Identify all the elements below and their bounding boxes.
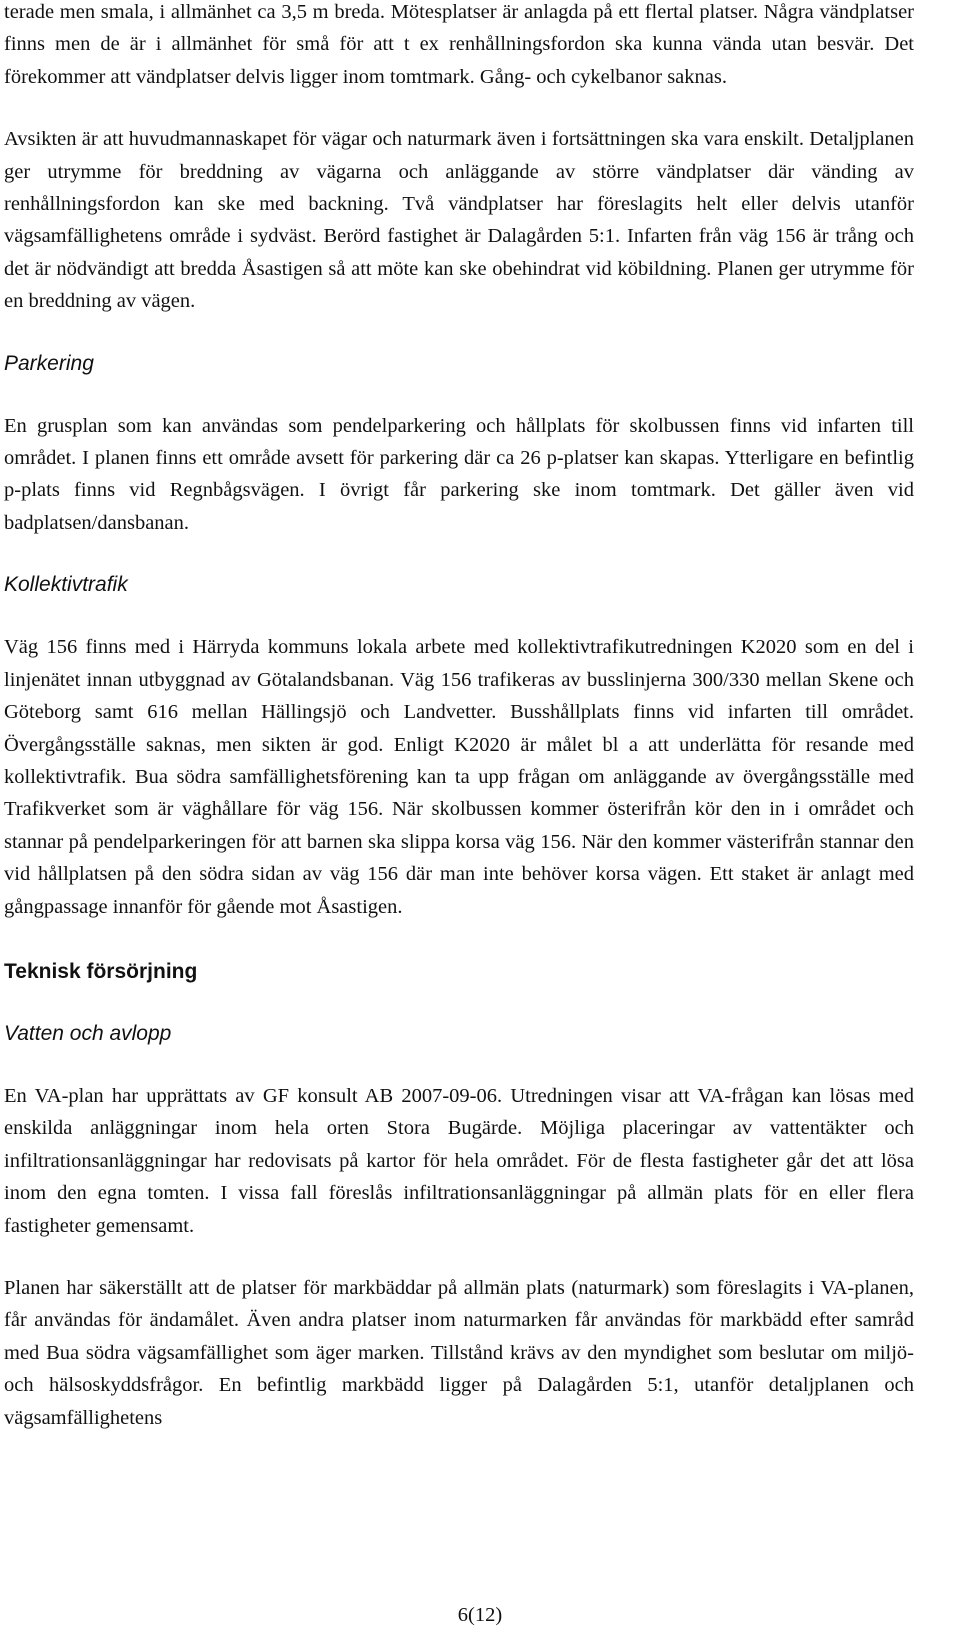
paragraph-va-plan: En VA-plan har upprättats av GF konsult AB 2007-09-06. Utredningen visar att VA-frågan kan lösas med enskilda anläggningar inom hela orten Stora Bugärde. Möjliga placeringar av vattentäkter och infiltrationsanläggningar har redovisats på kartor för hela området. För de flesta fastigheter går det att lösa inom den egna tomten. I vissa fall föreslås infiltrationsanläggningar på allmän plats för en eller flera fastigheter gemensamt.: [4, 1084, 914, 1237]
heading-kollektivtrafik: Kollektivtrafik: [4, 573, 128, 597]
paragraph-markbaddar: Planen har säkerställt att de platser för markbäddar på allmän plats (naturmark) som föreslagits i VA-planen, får användas för ändamålet. Även andra platser inom naturmarken får användas för markbädd efter samråd med Bua södra vägsamfällighet som äger marken. Tillstånd krävs av den myndighet som beslutar om miljö- och hälsoskyddsfrågor. En befintlig markbädd ligger på Dalagården 5:1, utanför detaljplanen och vägsamfällighetens: [4, 1276, 914, 1429]
heading-parkering: Parkering: [4, 351, 94, 375]
paragraph-parkering: En grusplan som kan användas som pendelparkering och hållplats för skolbussen finns vid infarten till området. I planen finns ett område avsett för parkering där ca 26 p-platser kan skapas. Ytterligare en befintlig p-plats finns vid Regnbågsvägen. I övrigt får parkering ske inom tomtmark. Det gäller även vid badplatsen/dansbanan.: [4, 414, 914, 534]
heading-vatten-och-avlopp: Vatten och avlopp: [4, 1021, 172, 1045]
page-number: 6(12): [457, 1604, 503, 1626]
paragraph-huvudmannaskap: Avsikten är att huvudmannaskapet för vägar och naturmark även i fortsättningen ska vara enskilt. Detaljplanen ger utrymme för breddning av vägarna och anläggande av större vändplatser där vänding av renhållningsfordon kan ske med backning. Två vändplatser har föreslagits helt eller delvis utanför vägsamfällighetens område i sydväst. Berörd fastighet är Dalagården 5:1. Infarten från väg 156 är trång och det är nödvändigt att bredda Åsastigen så att möte kan ske obehindrat vid köbildning. Planen ger utrymme för en breddning av vägen.: [4, 128, 914, 313]
paragraph-vagar-intro: terade men smala, i allmänhet ca 3,5 m breda. Mötesplatser är anlagda på ett flertal platser. Några vändplatser finns men de är i allmänhet för små för att t ex renhållningsfordon ska kunna vända utan besvär. Det förekommer att vändplatser delvis ligger inom tomtmark. Gång- och cykelbanor saknas.: [4, 1, 914, 88]
paragraph-kollektivtrafik: Väg 156 finns med i Härryda kommuns lokala arbete med kollektivtrafikutredningen K2020 som en del i linjenätet innan utbyggnad av Götalandsbanan. Väg 156 trafikeras av busslinjerna 300/330 mellan Skene och Göteborg samt 616 mellan Hällingsjö och Landvetter. Busshållplats finns vid infarten till området. Övergångsställe saknas, men sikten är god. Enligt K2020 är målet bl a att underlätta för resande med kollektivtrafik. Bua södra samfällighetsförening kan ta upp frågan om anläggande av övergångsställe med Trafikverket som är väghållare för väg 156. När skolbussen kommer österifrån kör den in i området och stannar på pendelparkeringen för att barnen ska slippa korsa väg 156. När den kommer västerifrån stannar den vid hållplatsen på den södra sidan av väg 156 där man inte behöver korsa vägen. Ett staket är anlagt med gångpassage innanför för gående mot Åsastigen.: [4, 636, 914, 918]
heading-teknisk-forsorjning: Teknisk försörjning: [4, 959, 198, 983]
